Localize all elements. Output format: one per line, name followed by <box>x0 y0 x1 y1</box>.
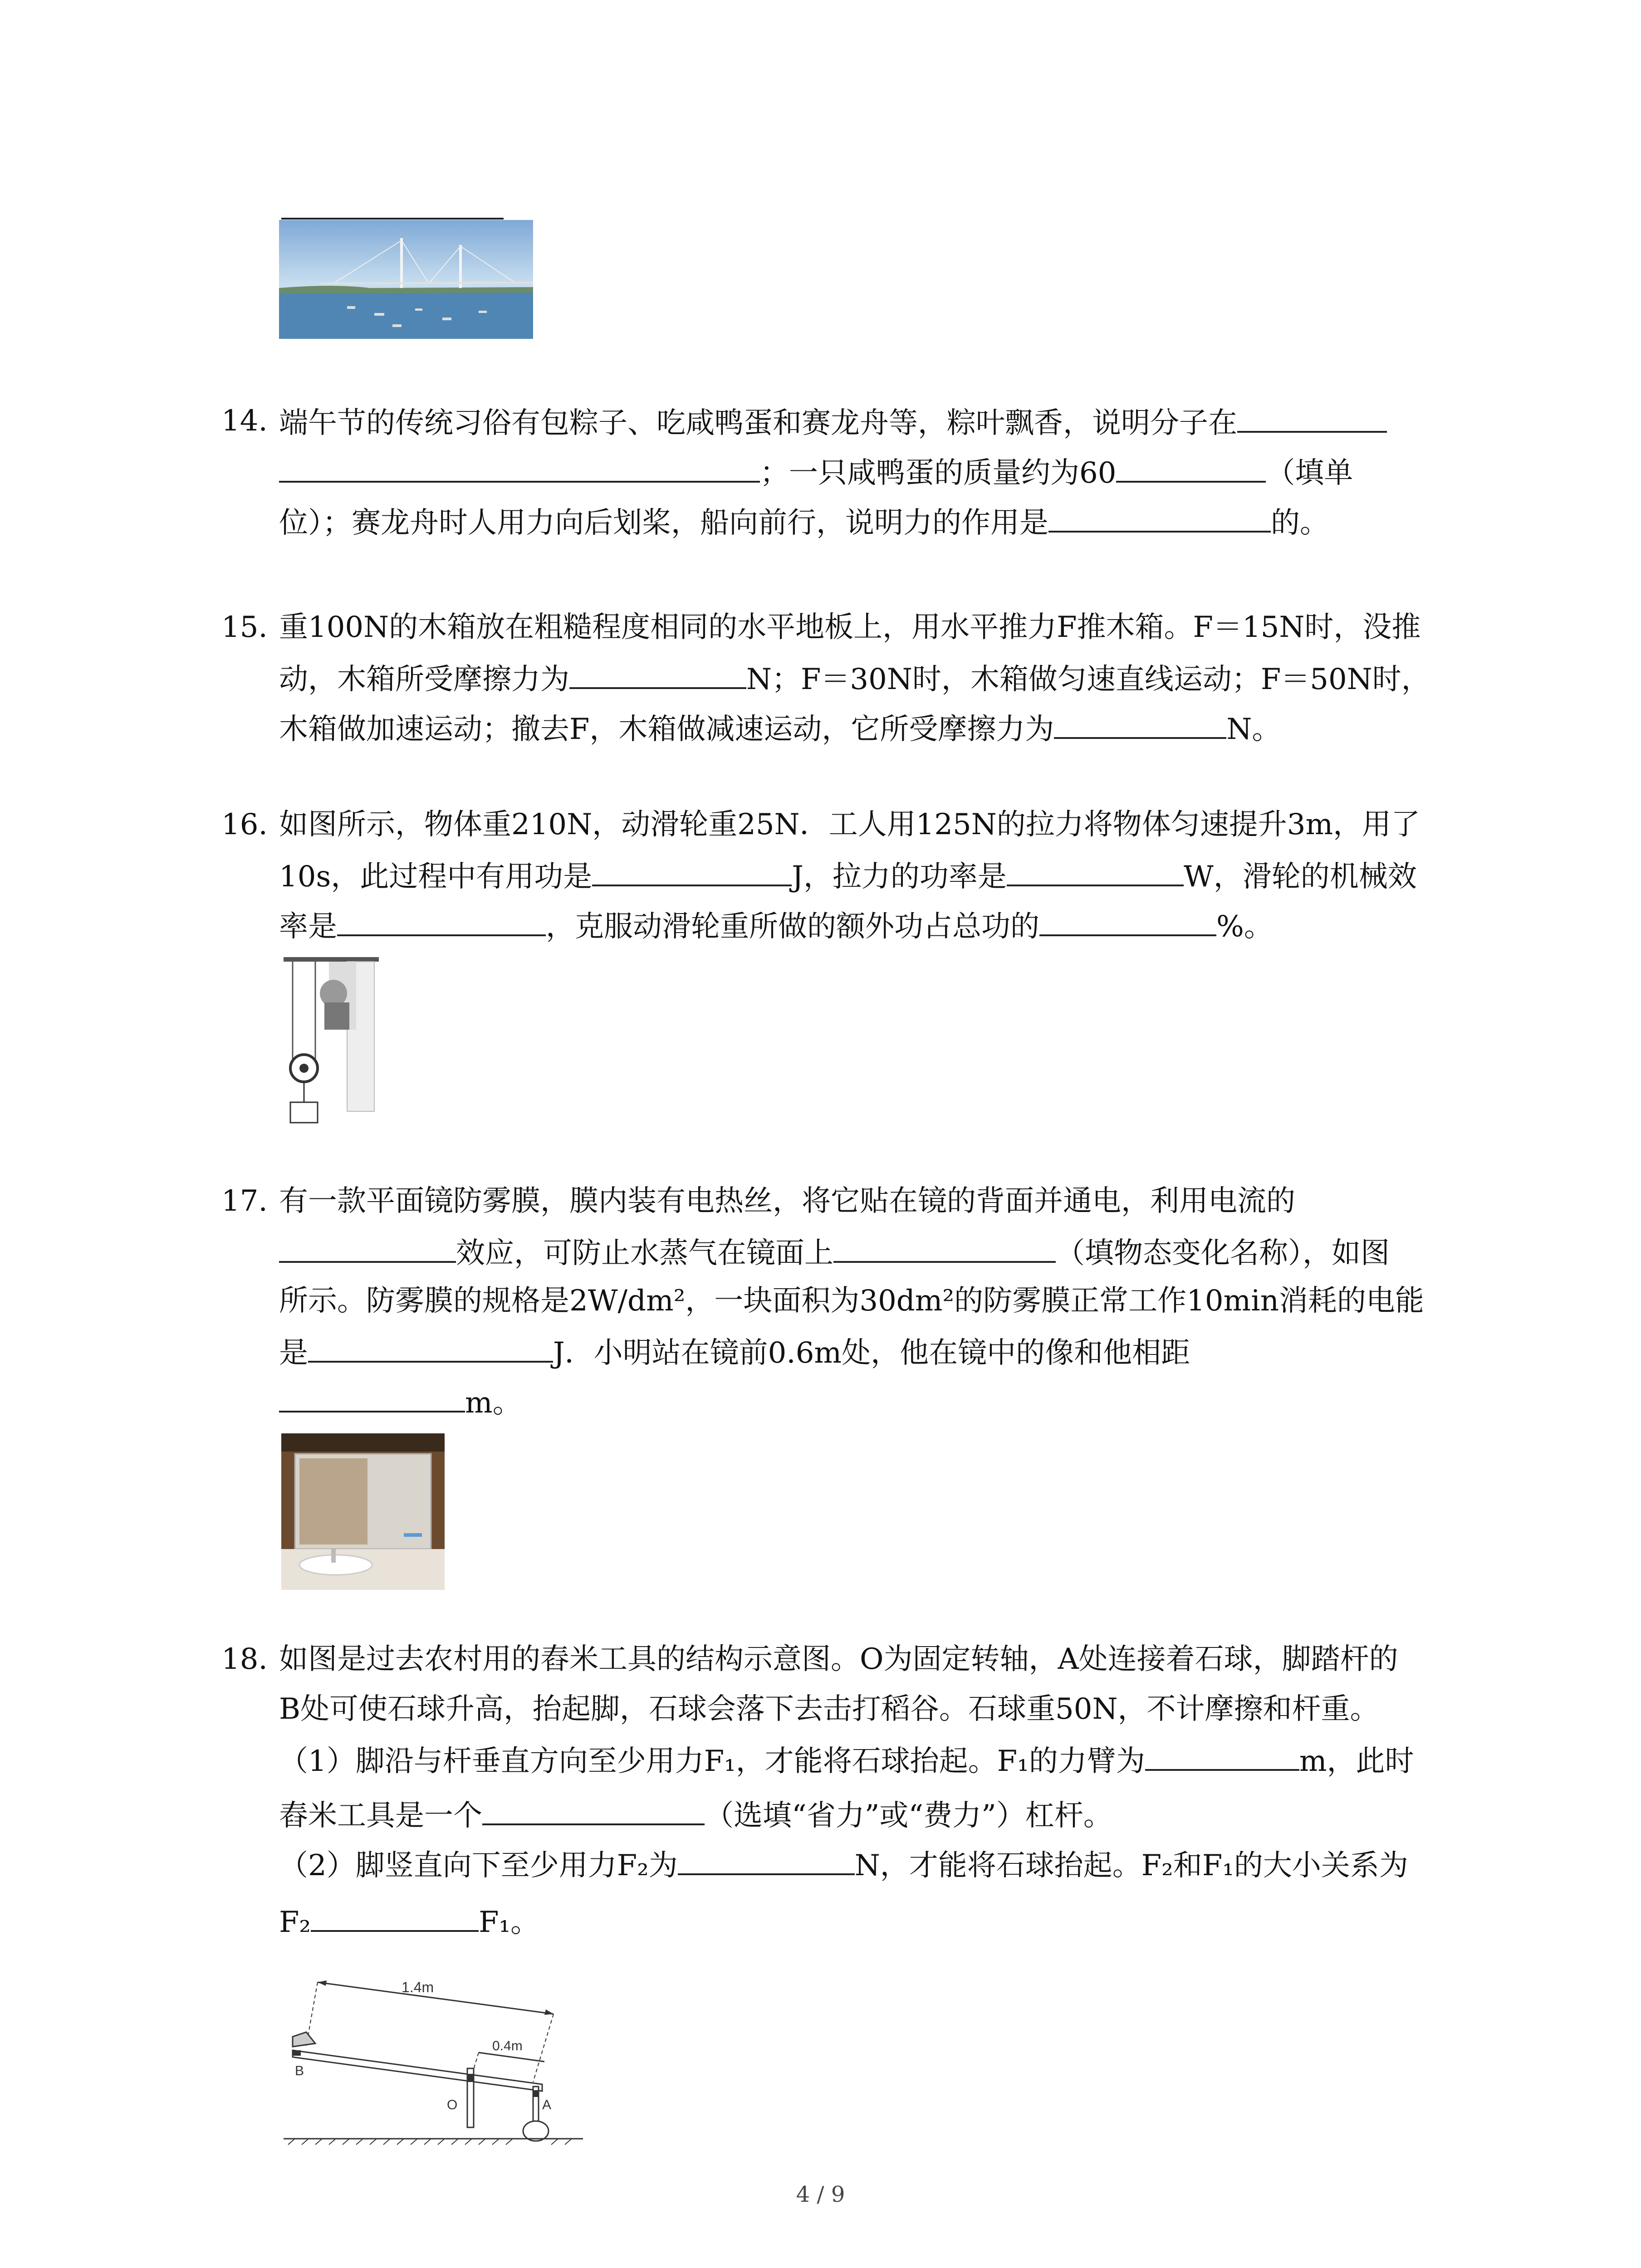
question-18-line-2 <box>279 1687 1379 1731</box>
question-18-line-4 <box>279 1792 1112 1838</box>
question-text: 所示。防雾膜的规格是2W/dm²，一块面积为30dm²的防雾膜正常工作10min消耗的电能 <box>279 1284 1424 1318</box>
question-text: （1）脚沿与杆垂直方向至少用力F₁，才能将石球抬起。F₁的力臂为 <box>279 1745 1145 1778</box>
question-18-line-6 <box>279 1898 539 1944</box>
answer-blank[interactable] <box>1007 853 1184 886</box>
question-text: ，克服动滑轮重所做的额外功占总功的 <box>546 910 1039 943</box>
question-17-line-4 <box>279 1329 1190 1375</box>
question-18-line-3 <box>279 1737 1414 1783</box>
question-text: 木箱做加速运动；撤去F，木箱做减速运动，它所受摩擦力为 <box>279 713 1054 746</box>
answer-blank[interactable] <box>1237 399 1387 433</box>
point-label-o: O <box>447 2097 458 2112</box>
question-text: （选填“省力”或“费力”）杠杆。 <box>705 1799 1112 1833</box>
question-number: 18. <box>221 1642 268 1676</box>
question-14-line-2 <box>279 449 1353 495</box>
question-text: 动，木箱所受摩擦力为 <box>279 663 569 696</box>
question-text: F₂ <box>279 1906 311 1939</box>
question-text: W，滑轮的机械效 <box>1183 860 1417 894</box>
question-18-line-1 <box>279 1637 1398 1681</box>
lever-diagram <box>279 1964 597 2146</box>
pulley-figure <box>279 953 388 1134</box>
question-text: B处可使石球升高，抬起脚，石球会落下去击打稻谷。石球重50N，不计摩擦和杆重。 <box>279 1692 1379 1726</box>
question-text: N；F＝30N时，木箱做匀速直线运动；F＝50N时， <box>746 663 1430 696</box>
question-text: m，此时 <box>1299 1745 1414 1778</box>
question-text: J，拉力的功率是 <box>792 860 1007 894</box>
question-number: 16. <box>221 808 268 841</box>
bridge-photo <box>279 220 533 339</box>
answer-blank[interactable] <box>678 1842 855 1875</box>
answer-blank[interactable] <box>482 1792 705 1825</box>
question-14-line-1 <box>279 399 1387 445</box>
question-14-line-3 <box>279 499 1329 545</box>
question-text: 如图所示，物体重210N，动滑轮重25N．工人用125N的拉力将物体匀速提升3m，用了 <box>279 808 1421 841</box>
question-17-line-1 <box>279 1179 1295 1223</box>
answer-blank[interactable] <box>833 1229 1056 1263</box>
question-text: %。 <box>1216 910 1273 943</box>
question-text: 效应，可防止水蒸气在镜面上 <box>456 1237 833 1270</box>
answer-blank[interactable] <box>279 1229 456 1263</box>
question-16-line-2 <box>279 853 1417 899</box>
question-text: N。 <box>1226 713 1281 746</box>
point-label-b: B <box>295 2063 304 2078</box>
question-number: 15. <box>221 611 268 644</box>
answer-blank[interactable] <box>311 1898 479 1932</box>
mirror-photo <box>281 1433 445 1590</box>
answer-blank[interactable] <box>281 186 504 220</box>
question-text: N，才能将石球抬起。F₂和F₁的大小关系为 <box>854 1849 1408 1882</box>
question-text: 重100N的木箱放在粗糙程度相同的水平地板上，用水平推力F推木箱。F＝15N时，没推 <box>279 611 1421 644</box>
question-text: F₁。 <box>479 1906 540 1939</box>
question-17-line-2 <box>279 1229 1390 1275</box>
length-label: 0.4m <box>492 2038 523 2053</box>
question-text: （填物态变化名称），如图 <box>1056 1237 1390 1270</box>
answer-blank[interactable] <box>1145 1737 1299 1771</box>
question-text: 是 <box>279 1336 308 1370</box>
question-text: 率是 <box>279 910 337 943</box>
length-label: 1.4m <box>402 1979 434 1995</box>
question-number: 14. <box>221 404 268 438</box>
question-text: m。 <box>465 1386 522 1420</box>
question-text: 的。 <box>1271 506 1329 540</box>
question-text: 有一款平面镜防雾膜，膜内装有电热丝，将它贴在镜的背面并通电，利用电流的 <box>279 1184 1295 1218</box>
question-number: 17. <box>221 1184 268 1218</box>
question-text: ；一只咸鸭蛋的质量约为60 <box>760 456 1117 490</box>
question-17-line-3 <box>279 1279 1424 1323</box>
question-text: J．小明站在镜前0.6m处，他在镜中的像和他相距 <box>553 1336 1190 1370</box>
question-16-line-1 <box>279 803 1420 846</box>
question-18-line-5 <box>279 1842 1408 1887</box>
answer-blank[interactable] <box>279 1379 465 1413</box>
answer-blank[interactable] <box>308 1329 553 1363</box>
question-text: 端午节的传统习俗有包粽子、吃咸鸭蛋和赛龙舟等，粽叶飘香，说明分子在 <box>279 406 1237 440</box>
answer-blank[interactable] <box>1054 705 1226 739</box>
question-text: 舂米工具是一个 <box>279 1799 482 1833</box>
question-text: （2）脚竖直向下至少用力F₂为 <box>279 1849 678 1882</box>
answer-blank[interactable] <box>1116 449 1266 483</box>
question-text: （填单 <box>1266 456 1353 490</box>
question-15-line-3 <box>279 705 1281 751</box>
answer-blank[interactable] <box>279 449 760 483</box>
page-number: 4 / 9 <box>796 2182 845 2207</box>
answer-blank[interactable] <box>1048 499 1271 533</box>
question-17-line-5 <box>279 1379 522 1425</box>
question-15-line-2 <box>279 655 1430 701</box>
answer-blank[interactable] <box>569 655 746 689</box>
question-15-line-1 <box>279 606 1421 649</box>
question-text: 位）；赛龙舟时人用力向后划桨，船向前行，说明力的作用是 <box>279 506 1048 540</box>
point-label-a: A <box>542 2097 552 2112</box>
answer-blank[interactable] <box>1039 903 1216 936</box>
question-text: 10s，此过程中有用功是 <box>279 860 593 894</box>
question-16-line-3 <box>279 903 1273 948</box>
answer-blank[interactable] <box>592 853 792 886</box>
answer-blank[interactable] <box>337 903 546 936</box>
question-text: 如图是过去农村用的舂米工具的结构示意图。O为固定转轴，A处连接着石球，脚踏杆的 <box>279 1642 1398 1676</box>
